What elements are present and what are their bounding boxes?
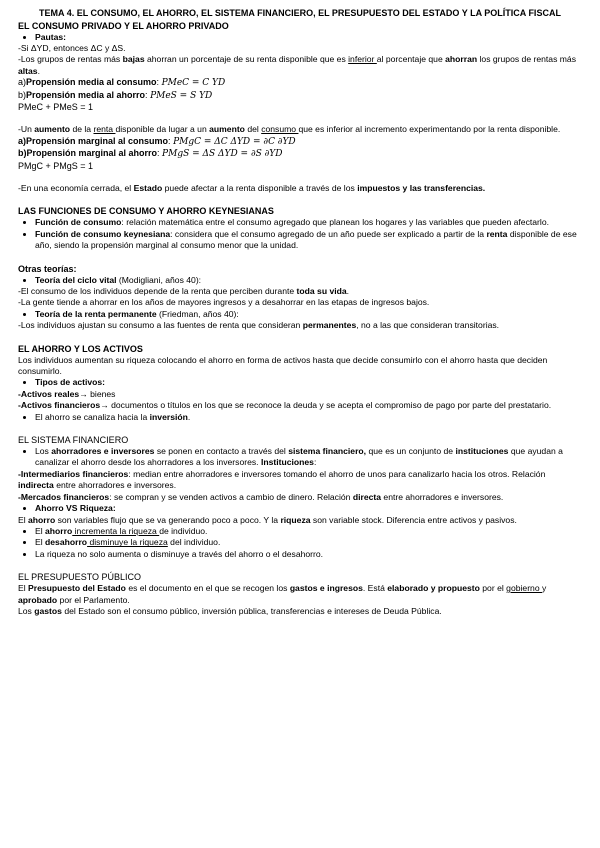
paragraph: -Activos reales→ bienes [18, 388, 116, 399]
formula-sum-marginal: PMgC + PMgS = 1 [18, 160, 94, 171]
list-item: • Tipos de activos: [35, 377, 582, 388]
inversion-list [18, 412, 582, 423]
teorias-list-1 [18, 275, 582, 286]
list-item: • Función de consumo keynesiana: considera que el consumo agregado de un año puede ser explicado a partir de la renta disponible de ese año, siendo la propensión marginal al consumo menor que la unidad. [35, 229, 582, 252]
paragraph: -Un aumento de la renta disponible da lugar a un aumento del consumo que es inferior al incremento experimentando por la renta disponible. [18, 124, 561, 135]
list-item: • Función de consumo: relación matemática entre el consumo agregado que planean los hogares y las variables que pueden afectarlo. [35, 217, 582, 228]
list-item: • Teoría de la renta permanente (Friedman, años 40): [35, 309, 582, 320]
section-heading-otras-teorias: Otras teorías: [18, 263, 77, 274]
sistema-list [18, 446, 582, 469]
paragraph: -Si ΔYD, entonces ΔC y ΔS. [18, 42, 126, 53]
formula-pmes: b)Propensión media al ahorro: PMeS = S YD [18, 89, 213, 101]
formula-pmec: a)Propensión media al consumo: PMeC = C YD [18, 77, 226, 89]
document-title: TEMA 4. EL CONSUMO, EL AHORRO, EL SISTEMA FINANCIERO, EL PRESUPUESTO DEL ESTADO Y LA POLÍTICA FISCAL [39, 8, 561, 18]
paragraph: -Los individuos ajustan su consumo a las fuentes de renta que consideran permanentes, no a las que consideran transitorias. [18, 320, 500, 331]
funciones-list [18, 217, 582, 251]
section-heading-ahorro-activos: EL AHORRO Y LOS ACTIVOS [18, 343, 143, 354]
riqueza-list [18, 526, 582, 560]
list-item: • Ahorro VS Riqueza: [35, 503, 582, 514]
formula-pmgs: b)Propensión marginal al ahorro: PMgS = ΔS ΔYD = ∂S ∂YD [18, 148, 283, 160]
paragraph: -La gente tiende a ahorrar en los años de mayores ingresos y a desahorrar en las etapas de ingresos bajos. [18, 297, 430, 308]
paragraph: Los individuos aumentan su riqueza colocando el ahorro en forma de activos hasta que decide consumirlo con el ahorro hasta que deciden consumirlo. [18, 354, 548, 377]
paragraph: -Los grupos de rentas más bajas ahorran un porcentaje de su renta disponible que es inferior al porcentaje que ahorran los grupos de rentas más altas. [18, 54, 577, 76]
list-item: • Teoría del ciclo vital (Modigliani, años 40): [35, 275, 582, 286]
section-heading-funciones: LAS FUNCIONES DE CONSUMO Y AHORRO KEYNESIANAS [18, 206, 274, 217]
paragraph: -El consumo de los individuos depende de la renta que perciben durante toda su vida. [18, 286, 350, 296]
list-item: • La riqueza no solo aumenta o disminuye a través del ahorro o el desahorro. [35, 549, 582, 560]
paragraph: El Presupuesto del Estado es el documento en el que se recogen los gastos e ingresos. Está elaborado y propuesto por el gobierno y aprobado por el Parlamento. [18, 583, 547, 605]
tipos-list [18, 377, 582, 388]
formula-sum-media: PMeC + PMeS = 1 [18, 101, 94, 112]
section-heading-presupuesto: EL PRESUPUESTO PÚBLICO [18, 572, 142, 583]
paragraph: El ahorro son variables flujo que se va generando poco a poco. Y la riqueza son variable stock. Diferencia entre activos y pasivos. [18, 514, 517, 525]
list-item: • Los ahorradores e inversores se ponen en contacto a través del sistema financiero, que es un conjunto de instituciones que ayudan a canalizar el ahorro desde los ahorradores a los inversores. Instituciones: [35, 446, 582, 469]
formula-pmgc: a)Propensión marginal al consumo: PMgC = ΔC ΔYD = ∂C ∂YD [18, 135, 296, 147]
paragraph: -Activos financieros→ documentos o títulos en los que se reconoce la deuda y se acepta el compromiso de pago por parte del prestatario. [18, 400, 552, 411]
pautas-label: • Pautas: [35, 32, 582, 43]
section-heading-sistema-financiero: EL SISTEMA FINANCIERO [18, 435, 129, 446]
list-item: • El ahorro incrementa la riqueza de individuo. [35, 526, 582, 537]
section-heading-consumo-ahorro: EL CONSUMO PRIVADO Y EL AHORRO PRIVADO [18, 20, 229, 31]
paragraph: -En una economía cerrada, el Estado puede afectar a la renta disponible a través de los impuestos y las transferencias. [18, 182, 486, 193]
paragraph: -Mercados financieros: se compran y se venden activos a cambio de dinero. Relación directa entre ahorradores e inversores. [18, 491, 504, 502]
list-item: • El desahorro disminuye la riqueza del individuo. [35, 537, 582, 548]
paragraph: -Intermediarios financieros: median entre ahorradores e inversores tomando el ahorro de unos para canalizarlo hacia los otros. Relación indirecta entre ahorradores e inversores. [18, 468, 546, 491]
paragraph: Los gastos del Estado son el consumo público, inversión pública, transferencias e intereses de Deuda Pública. [18, 605, 442, 616]
list-item: • El ahorro se canaliza hacia la inversión. [35, 412, 582, 423]
teorias-list-2 [18, 309, 582, 320]
pautas-list [18, 32, 582, 43]
vs-list [18, 503, 582, 514]
